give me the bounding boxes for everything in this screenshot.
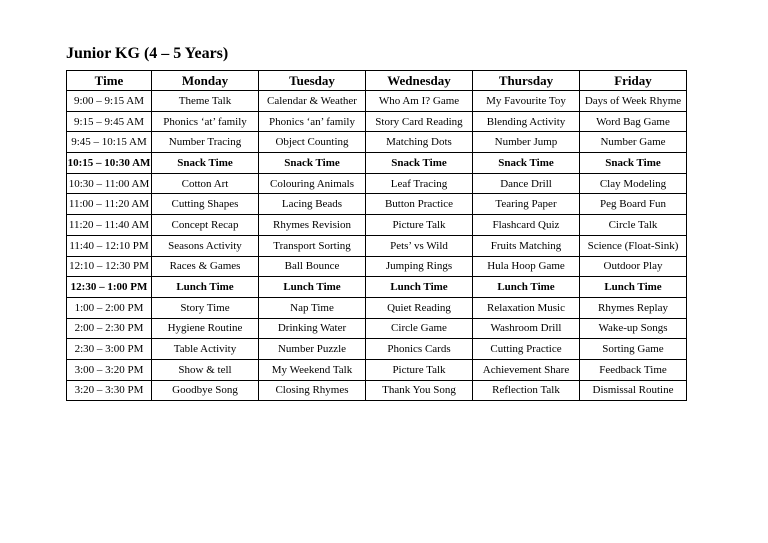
activity-cell-monday: Lunch Time	[152, 277, 259, 298]
activity-cell-tuesday: Snack Time	[259, 153, 366, 174]
activity-cell-tuesday: Drinking Water	[259, 318, 366, 339]
activity-cell-monday: Hygiene Routine	[152, 318, 259, 339]
time-cell: 9:45 – 10:15 AM	[67, 132, 152, 153]
activity-cell-tuesday: Phonics ‘an’ family	[259, 111, 366, 132]
activity-cell-wednesday: Phonics Cards	[366, 339, 473, 360]
activity-cell-wednesday: Lunch Time	[366, 277, 473, 298]
time-cell: 10:15 – 10:30 AM	[67, 153, 152, 174]
activity-cell-thursday: Hula Hoop Game	[473, 256, 580, 277]
activity-cell-friday: Word Bag Game	[580, 111, 687, 132]
header-thursday: Thursday	[473, 71, 580, 91]
activity-cell-monday: Goodbye Song	[152, 380, 259, 401]
time-cell: 11:40 – 12:10 PM	[67, 235, 152, 256]
table-row	[67, 256, 687, 277]
activity-cell-wednesday: Matching Dots	[366, 132, 473, 153]
time-cell: 11:00 – 11:20 AM	[67, 194, 152, 215]
activity-cell-wednesday: Leaf Tracing	[366, 173, 473, 194]
header-monday: Monday	[152, 71, 259, 91]
activity-cell-friday: Snack Time	[580, 153, 687, 174]
activity-cell-thursday: My Favourite Toy	[473, 91, 580, 112]
activity-cell-friday: Clay Modeling	[580, 173, 687, 194]
activity-cell-monday: Number Tracing	[152, 132, 259, 153]
activity-cell-thursday: Flashcard Quiz	[473, 215, 580, 236]
time-cell: 11:20 – 11:40 AM	[67, 215, 152, 236]
activity-cell-tuesday: Closing Rhymes	[259, 380, 366, 401]
activity-cell-thursday: Washroom Drill	[473, 318, 580, 339]
activity-cell-friday: Feedback Time	[580, 359, 687, 380]
time-cell: 10:30 – 11:00 AM	[67, 173, 152, 194]
header-tuesday: Tuesday	[259, 71, 366, 91]
activity-cell-wednesday: Snack Time	[366, 153, 473, 174]
page-title: Junior KG (4 – 5 Years)	[66, 45, 229, 62]
activity-cell-monday: Story Time	[152, 297, 259, 318]
time-cell: 12:30 – 1:00 PM	[67, 277, 152, 298]
activity-cell-monday: Show & tell	[152, 359, 259, 380]
activity-cell-monday: Concept Recap	[152, 215, 259, 236]
activity-cell-monday: Seasons Activity	[152, 235, 259, 256]
table-row	[67, 318, 687, 339]
activity-cell-tuesday: Colouring Animals	[259, 173, 366, 194]
header-wednesday: Wednesday	[366, 71, 473, 91]
activity-cell-thursday: Achievement Share	[473, 359, 580, 380]
activity-cell-friday: Number Game	[580, 132, 687, 153]
activity-cell-tuesday: Rhymes Revision	[259, 215, 366, 236]
table-row	[67, 194, 687, 215]
time-cell: 1:00 – 2:00 PM	[67, 297, 152, 318]
time-cell: 12:10 – 12:30 PM	[67, 256, 152, 277]
activity-cell-wednesday: Quiet Reading	[366, 297, 473, 318]
table-row	[67, 277, 687, 298]
activity-cell-friday: Circle Talk	[580, 215, 687, 236]
activity-cell-tuesday: Lacing Beads	[259, 194, 366, 215]
activity-cell-tuesday: Calendar & Weather	[259, 91, 366, 112]
activity-cell-monday: Theme Talk	[152, 91, 259, 112]
activity-cell-thursday: Relaxation Music	[473, 297, 580, 318]
activity-cell-friday: Rhymes Replay	[580, 297, 687, 318]
activity-cell-wednesday: Story Card Reading	[366, 111, 473, 132]
activity-cell-monday: Cutting Shapes	[152, 194, 259, 215]
activity-cell-thursday: Reflection Talk	[473, 380, 580, 401]
table-row	[67, 359, 687, 380]
activity-cell-friday: Days of Week Rhyme	[580, 91, 687, 112]
activity-cell-monday: Phonics ‘at’ family	[152, 111, 259, 132]
table-row	[67, 215, 687, 236]
activity-cell-thursday: Lunch Time	[473, 277, 580, 298]
activity-cell-wednesday: Who Am I? Game	[366, 91, 473, 112]
activity-cell-friday: Peg Board Fun	[580, 194, 687, 215]
table-row	[67, 111, 687, 132]
activity-cell-friday: Science (Float-Sink)	[580, 235, 687, 256]
header-row	[67, 71, 687, 91]
table-row	[67, 132, 687, 153]
activity-cell-friday: Outdoor Play	[580, 256, 687, 277]
activity-cell-friday: Lunch Time	[580, 277, 687, 298]
activity-cell-thursday: Tearing Paper	[473, 194, 580, 215]
timetable-body	[67, 91, 687, 401]
activity-cell-thursday: Snack Time	[473, 153, 580, 174]
activity-cell-thursday: Cutting Practice	[473, 339, 580, 360]
activity-cell-wednesday: Circle Game	[366, 318, 473, 339]
activity-cell-thursday: Dance Drill	[473, 173, 580, 194]
activity-cell-thursday: Blending Activity	[473, 111, 580, 132]
table-row	[67, 173, 687, 194]
table-row	[67, 153, 687, 174]
table-row	[67, 339, 687, 360]
header-time: Time	[67, 71, 152, 91]
activity-cell-wednesday: Picture Talk	[366, 359, 473, 380]
time-cell: 9:00 – 9:15 AM	[67, 91, 152, 112]
time-cell: 3:20 – 3:30 PM	[67, 380, 152, 401]
activity-cell-tuesday: Number Puzzle	[259, 339, 366, 360]
activity-cell-wednesday: Jumping Rings	[366, 256, 473, 277]
activity-cell-thursday: Fruits Matching	[473, 235, 580, 256]
activity-cell-monday: Cotton Art	[152, 173, 259, 194]
time-cell: 9:15 – 9:45 AM	[67, 111, 152, 132]
activity-cell-tuesday: My Weekend Talk	[259, 359, 366, 380]
timetable	[66, 70, 687, 401]
header-friday: Friday	[580, 71, 687, 91]
activity-cell-wednesday: Picture Talk	[366, 215, 473, 236]
activity-cell-tuesday: Ball Bounce	[259, 256, 366, 277]
activity-cell-wednesday: Thank You Song	[366, 380, 473, 401]
activity-cell-tuesday: Lunch Time	[259, 277, 366, 298]
table-row	[67, 297, 687, 318]
table-row	[67, 91, 687, 112]
activity-cell-friday: Sorting Game	[580, 339, 687, 360]
activity-cell-wednesday: Pets’ vs Wild	[366, 235, 473, 256]
activity-cell-tuesday: Transport Sorting	[259, 235, 366, 256]
activity-cell-friday: Dismissal Routine	[580, 380, 687, 401]
table-row	[67, 380, 687, 401]
activity-cell-monday: Table Activity	[152, 339, 259, 360]
activity-cell-monday: Snack Time	[152, 153, 259, 174]
time-cell: 2:00 – 2:30 PM	[67, 318, 152, 339]
activity-cell-thursday: Number Jump	[473, 132, 580, 153]
activity-cell-tuesday: Nap Time	[259, 297, 366, 318]
time-cell: 2:30 – 3:00 PM	[67, 339, 152, 360]
activity-cell-wednesday: Button Practice	[366, 194, 473, 215]
activity-cell-monday: Races & Games	[152, 256, 259, 277]
time-cell: 3:00 – 3:20 PM	[67, 359, 152, 380]
table-row	[67, 235, 687, 256]
activity-cell-friday: Wake-up Songs	[580, 318, 687, 339]
activity-cell-tuesday: Object Counting	[259, 132, 366, 153]
